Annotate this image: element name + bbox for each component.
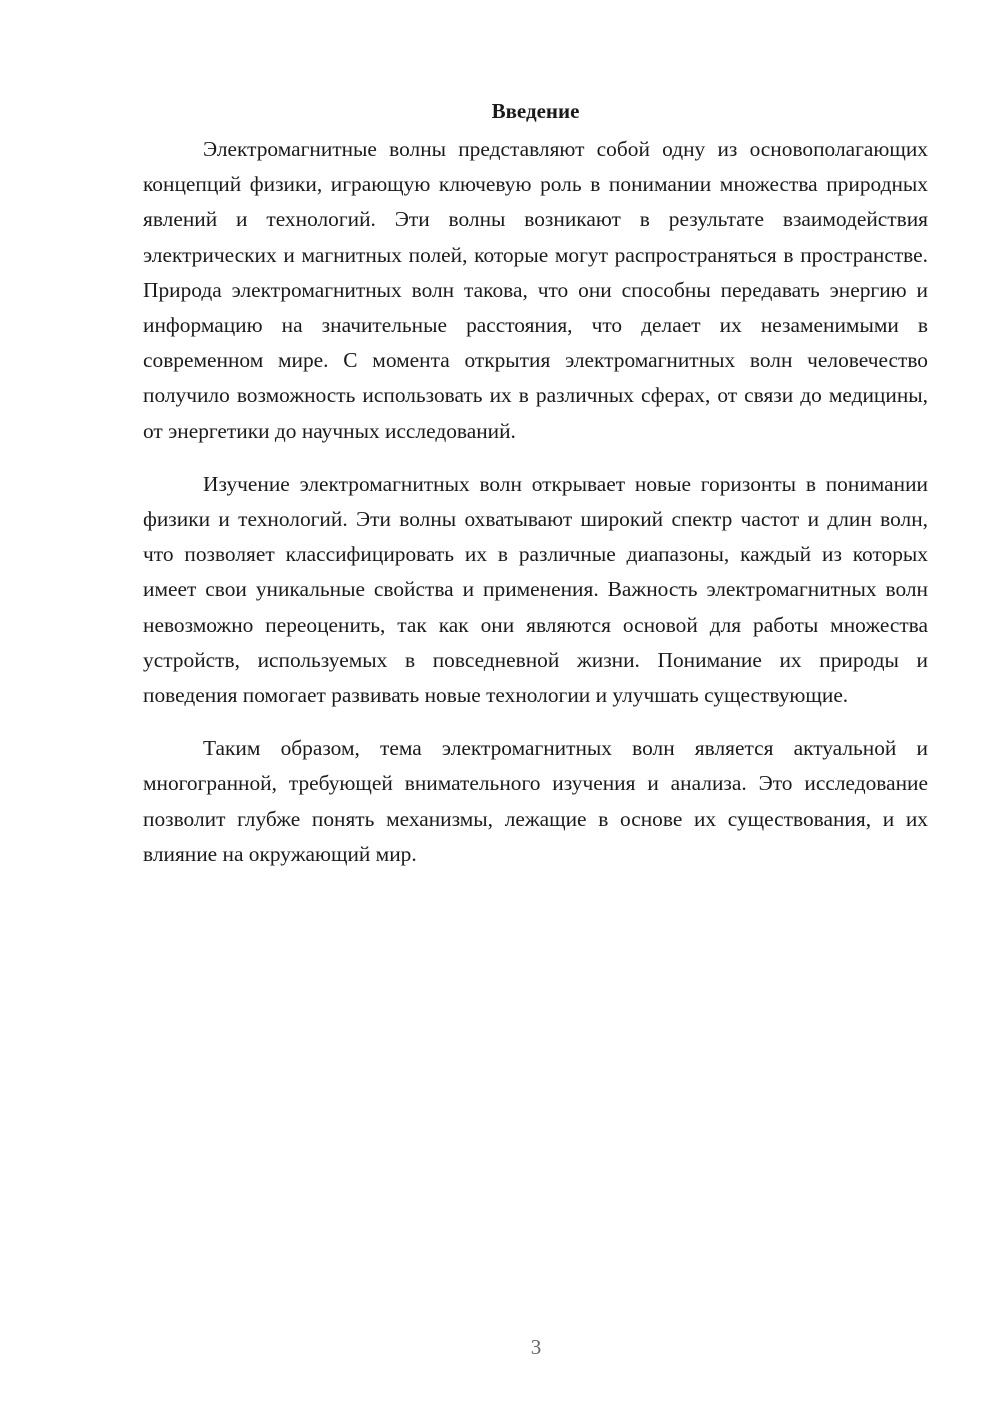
paragraph-2: Изучение электромагнитных волн открывает новые горизонты в понимании физики и технологий. Эти волны охватывают широкий спектр частот и длин волн, что позволяет классифицировать их в различные диапазоны, каждый из которых имеет свои уникальные свойства и применения. Важность электромагнитных волн невозможно переоценить, так как они являются основой для работы множества устройств, используемых в повседневной жизни. Понимание их природы и поведения помогает развивать новые технологии и улучшать существующие. — [143, 471, 928, 708]
page-number: 3 — [530, 1335, 542, 1359]
document-page — [143, 96, 928, 872]
section-heading: Введение — [491, 99, 580, 123]
paragraph-1: Электромагнитные волны представляют собой одну из основополагающих концепций физики, играющую ключевую роль в понимании множества природных явлений и технологий. Эти волны возникают в результате взаимодействия электрических и магнитных полей, которые могут распространяться в пространстве. Природа электромагнитных волн такова, что они способны передавать энергию и информацию на значительные расстояния, что делает их незаменимыми в современном мире. С момента открытия электромагнитных волн человечество получило возможность использовать их в различных сферах, от связи до медицины, от энергетики до научных исследований. — [143, 137, 928, 443]
paragraph-3: Таким образом, тема электромагнитных волн является актуальной и многогранной, требующей внимательного изучения и анализа. Это исследование позволит глубже понять механизмы, лежащие в основе их существования, и их влияние на окружающий мир. — [143, 736, 928, 866]
